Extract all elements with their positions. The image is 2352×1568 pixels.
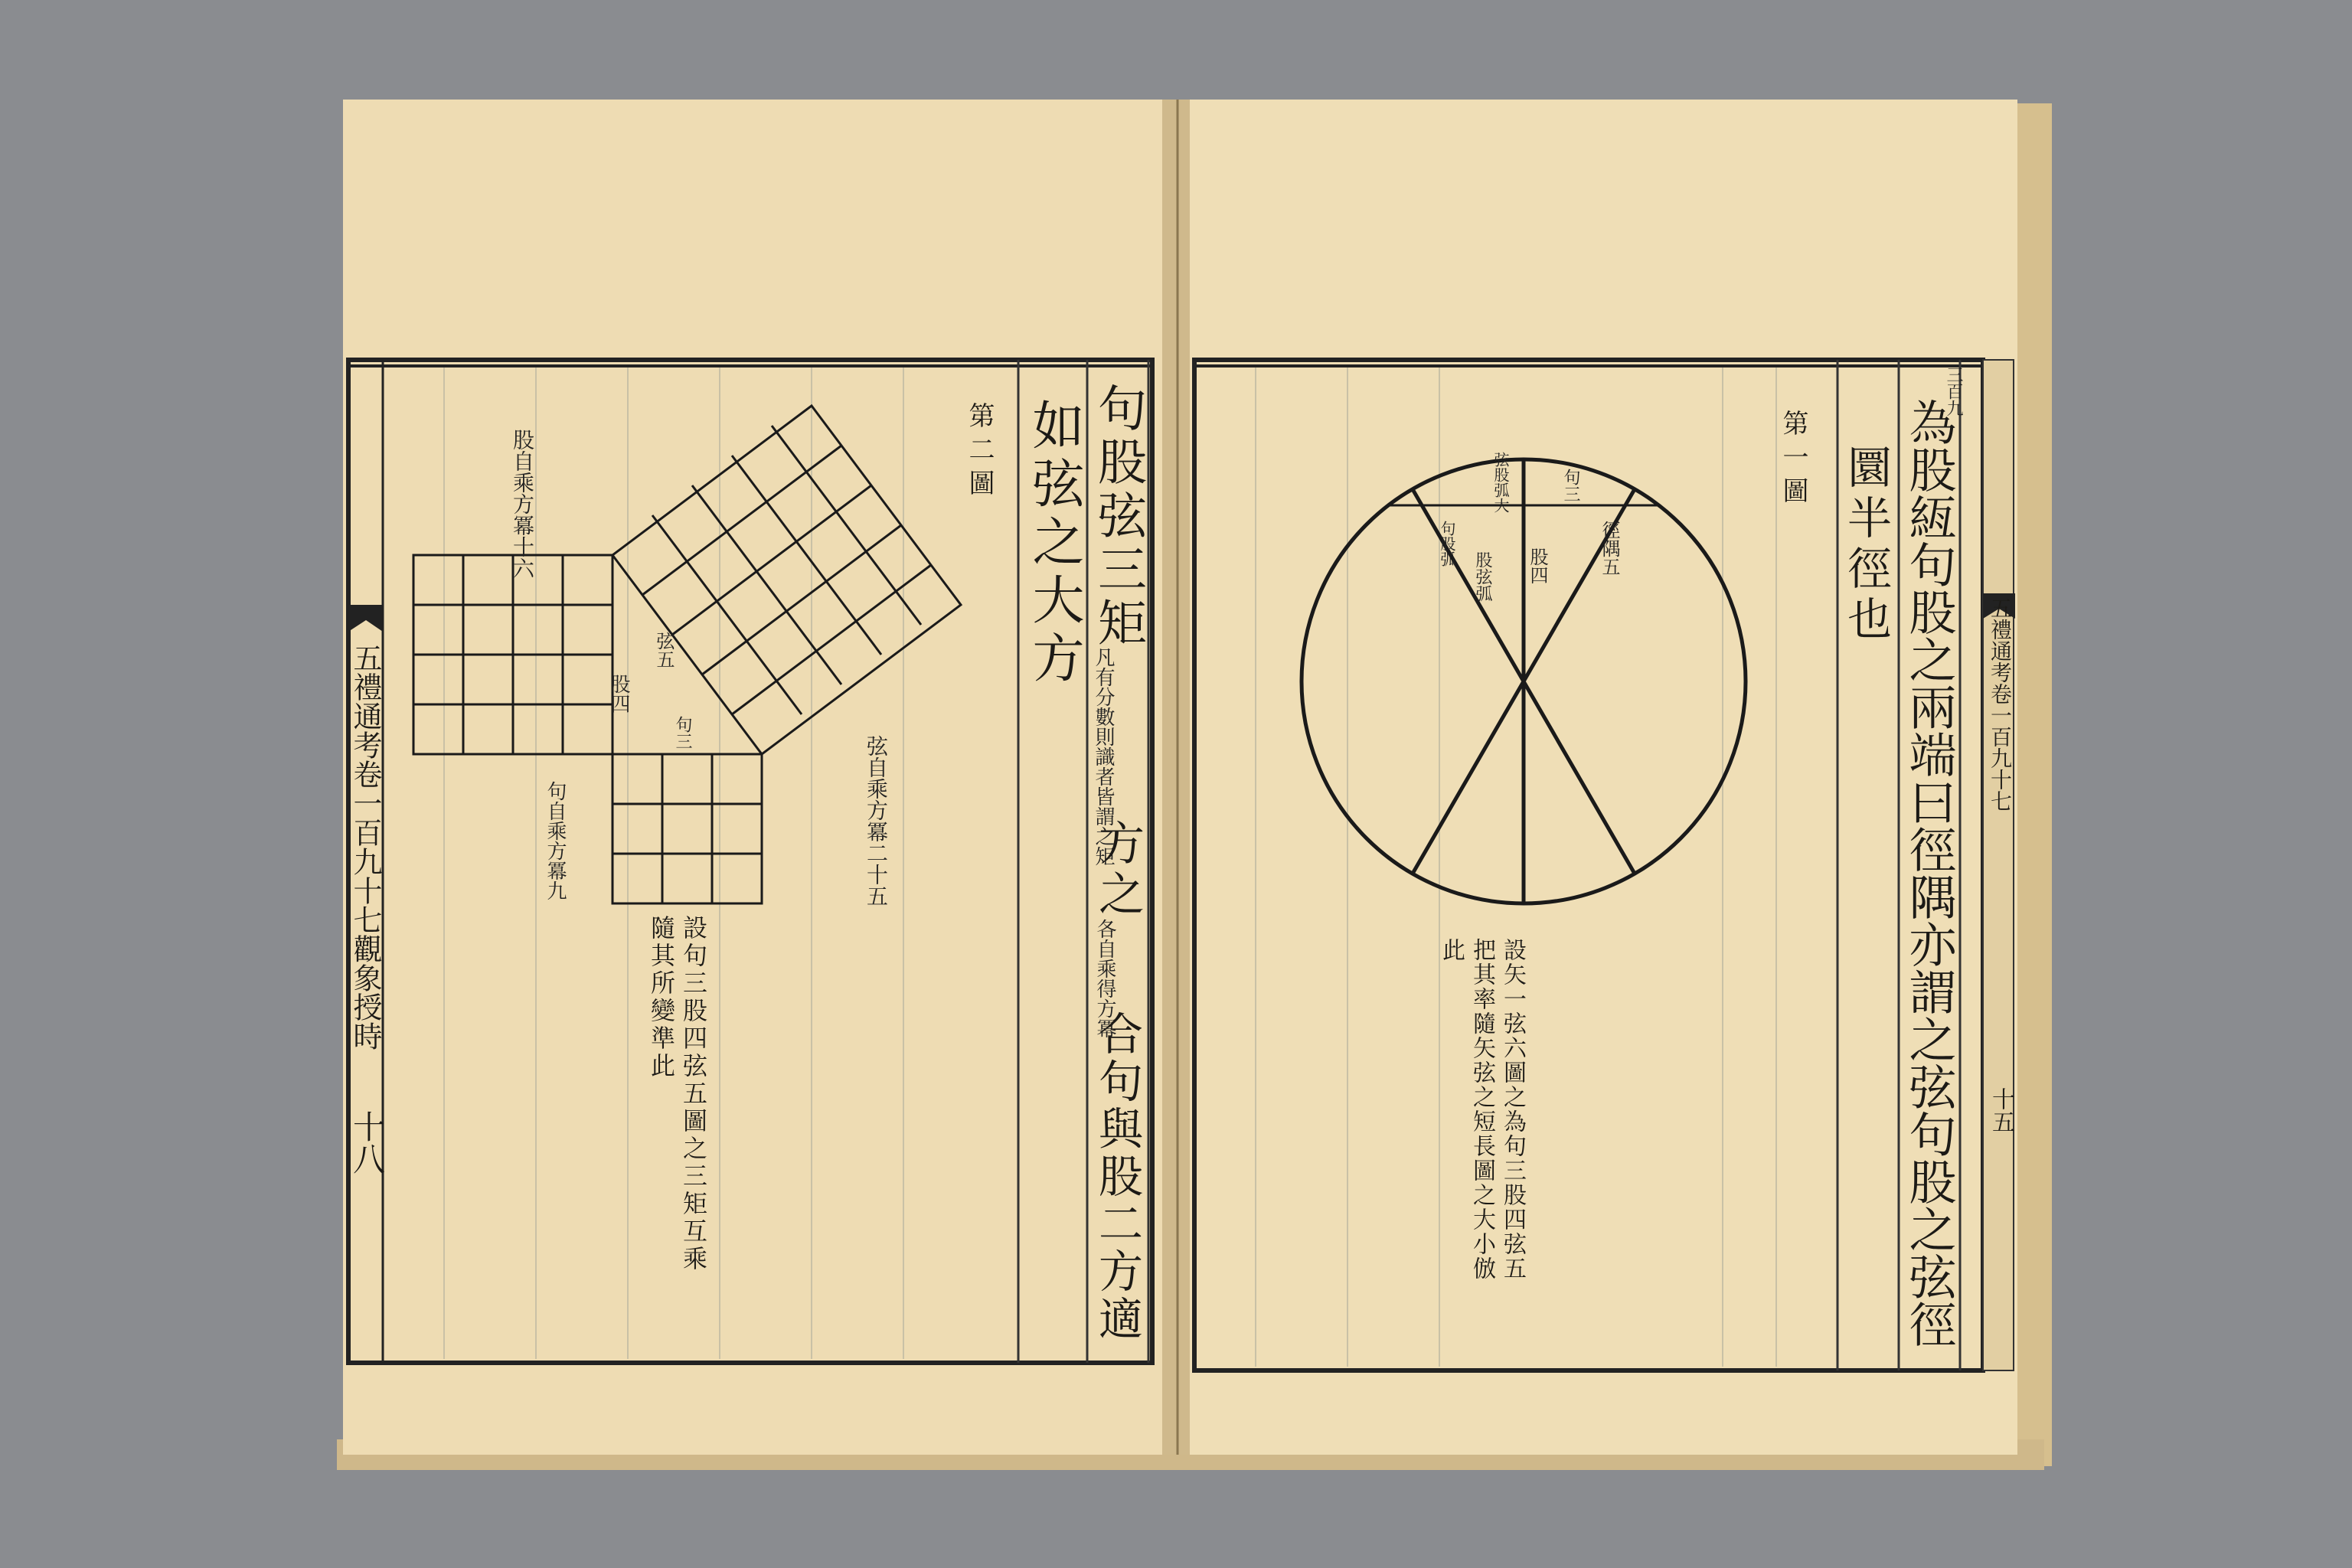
left-note-1: 凡有分數則識者皆謂之矩 bbox=[1092, 647, 1115, 866]
left-main-col-3: 方之 bbox=[1091, 819, 1145, 920]
right-page bbox=[1183, 100, 2017, 1455]
right-margin-title: 五禮通考卷一百九十七 bbox=[1988, 597, 2013, 812]
circle-label-xian: 徑隅五 bbox=[1599, 521, 1620, 576]
side-xian-label: 弦五 bbox=[653, 632, 675, 668]
side-gu-label: 股四 bbox=[607, 674, 630, 714]
right-caption-col-1: 設矢一弦六圖之為句三股四弦五 bbox=[1499, 938, 1526, 1281]
left-main-col-1: 如弦之大方 bbox=[1024, 398, 1084, 689]
gou-square-label: 句自乘方冪九 bbox=[544, 781, 567, 900]
right-page-number: 三百九 bbox=[1944, 366, 1963, 416]
circle-label-arc-top: 弦股弧大 bbox=[1491, 452, 1510, 513]
right-margin-leaf: 十五 bbox=[1988, 1087, 2014, 1133]
circle-label-gu: 股四 bbox=[1527, 547, 1548, 584]
left-figure-label: 第二圖 bbox=[964, 402, 995, 503]
circle-label-arc-left: 句股弧 bbox=[1438, 521, 1456, 567]
left-main-col-4: 合句與股二方適 bbox=[1091, 1011, 1143, 1343]
right-caption-col-3: 此 bbox=[1438, 938, 1465, 961]
right-figure-label: 第一圖 bbox=[1778, 410, 1808, 511]
circle-label-arc-center: 股弦弧 bbox=[1473, 551, 1492, 602]
left-main-col-2: 句股弦三矩 bbox=[1089, 383, 1146, 651]
left-page bbox=[343, 100, 1174, 1455]
right-main-col-1: 為股絚句股之兩端曰徑隅亦謂之弦句股之弦徑 bbox=[1901, 398, 1957, 1348]
side-gou-label: 句三 bbox=[673, 716, 692, 750]
right-margin-strip bbox=[1983, 360, 2014, 1370]
right-caption-col-2: 把其率隨矢弦之短長圖之大小倣 bbox=[1468, 938, 1495, 1281]
left-caption-col-2: 隨其所變準此 bbox=[647, 915, 676, 1080]
right-main-col-2: 圜半徑也 bbox=[1840, 444, 1892, 646]
left-margin-title: 五禮通考卷一百九十七觀象授時 bbox=[348, 643, 382, 1050]
xian-square-label: 弦自乘方冪二十五 bbox=[864, 735, 889, 906]
gu-square-label: 股自乘方冪十六 bbox=[510, 429, 535, 579]
left-margin-leaf: 十八 bbox=[348, 1110, 386, 1174]
left-note-2: 各自乘得方冪 bbox=[1093, 919, 1116, 1038]
gutter-shadow bbox=[1162, 100, 1190, 1455]
left-caption-col-1: 設句三股四弦五圖之三矩互乘 bbox=[679, 915, 708, 1273]
circle-label-gou: 句三 bbox=[1561, 469, 1580, 502]
